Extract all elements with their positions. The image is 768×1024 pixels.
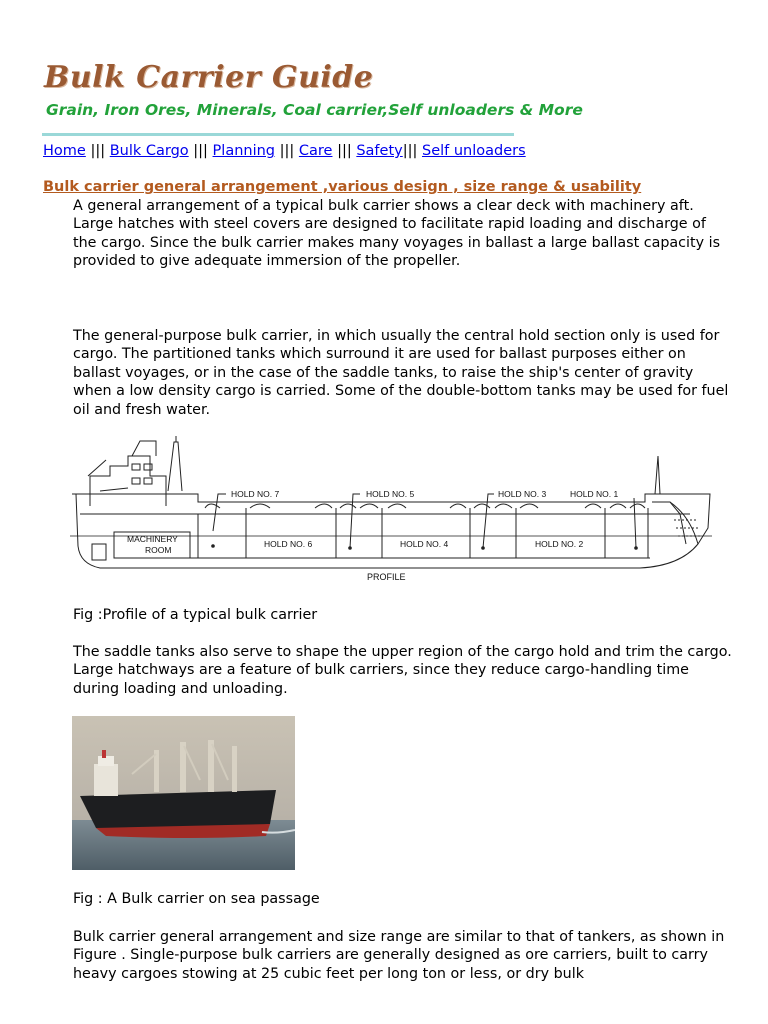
nav-link-planning[interactable]: Planning	[212, 143, 276, 159]
article-heading: Bulk carrier general arrangement ,various design , size range & usability	[43, 179, 642, 195]
nav-separator: |||	[337, 143, 352, 159]
nav-link-safety[interactable]: Safety	[356, 143, 403, 159]
nav-separator: |||	[193, 143, 208, 159]
hold-label: HOLD NO. 1	[570, 489, 619, 499]
nav-separator: |||	[402, 143, 418, 159]
paragraph-general-purpose: The general-purpose bulk carrier, in which usually the central hold section only is used for cargo. The partitioned tanks which surround it are used for ballast purposes either on ballast voyages, or in the case of the saddle tanks, to raise the ship's center of gravity when a low density cargo is carried. Some of the double-bottom tanks may be used for fuel oil and fresh water.	[73, 328, 729, 418]
profile-label: PROFILE	[367, 572, 406, 582]
nav-link-care[interactable]: Care	[298, 143, 333, 159]
figure-caption-profile: Fig :Profile of a typical bulk carrier	[73, 607, 318, 623]
hold-label: HOLD NO. 4	[400, 539, 449, 549]
top-navigation	[43, 143, 526, 159]
hold-label: HOLD NO. 3	[498, 489, 547, 499]
site-logo-subtitle: Grain, Iron Ores, Minerals, Coal carrier,Self unloaders & More	[46, 101, 583, 119]
nav-link-home[interactable]: Home	[43, 143, 86, 159]
hold-label: HOLD NO. 6	[264, 539, 313, 549]
machinery-label: MACHINERY	[127, 534, 178, 544]
paragraph-general-arrangement: A general arrangement of a typical bulk carrier shows a clear deck with machinery aft. Large hatches with steel covers are designed to facilitate rapid loading and discharge of the cargo. Since the bulk carrier makes many voyages in ballast a large ballast capacity is provided to give adequate immersion of the propeller.	[73, 198, 721, 270]
nav-link-bulk-cargo[interactable]: Bulk Cargo	[109, 143, 189, 159]
logo-divider	[42, 133, 514, 136]
room-label: ROOM	[145, 545, 172, 555]
site-logo-title: Bulk Carrier Guide	[44, 60, 374, 95]
nav-separator: |||	[279, 143, 295, 159]
hold-label: HOLD NO. 7	[231, 489, 280, 499]
paragraph-size-range: Bulk carrier general arrangement and size range are similar to that of tankers, as shown in Figure . Single-purpose bulk carriers are generally designed as ore carriers, built to carry heavy cargoes stowing at 25 cubic feet per long ton or less, or dry bulk	[73, 929, 725, 982]
nav-link-self-unloaders[interactable]: Self unloaders	[422, 143, 526, 159]
figure-caption-photo: Fig : A Bulk carrier on sea passage	[73, 891, 320, 907]
ship-profile-diagram	[70, 436, 712, 586]
bulk-carrier-photo	[72, 716, 295, 870]
nav-separator: |||	[90, 143, 106, 159]
hold-label: HOLD NO. 5	[366, 489, 415, 499]
paragraph-saddle-tanks: The saddle tanks also serve to shape the upper region of the cargo hold and trim the cargo. Large hatchways are a feature of bulk carriers, since they reduce cargo-handling time during loading and unloading.	[73, 644, 732, 697]
hold-label: HOLD NO. 2	[535, 539, 584, 549]
